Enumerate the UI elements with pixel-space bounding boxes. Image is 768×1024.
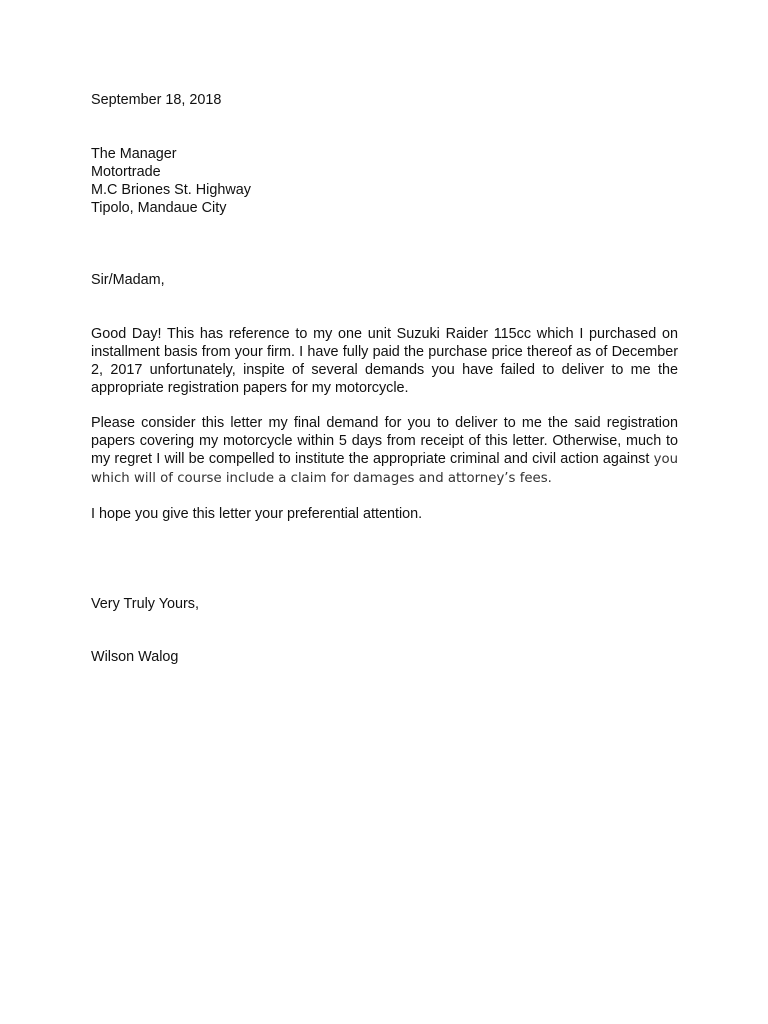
recipient-address [91, 145, 678, 217]
valediction: Very Truly Yours, [91, 596, 199, 612]
letter-date: September 18, 2018 [91, 92, 222, 108]
recipient-city: Tipolo, Mandaue City [91, 200, 227, 216]
paragraph-demand [91, 414, 678, 488]
signatory-name: Wilson Walog [91, 649, 179, 665]
letter-body [91, 91, 678, 666]
paragraph-reference: Good Day! This has reference to my one unit Suzuki Raider 115cc which I purchased on installment basis from your firm. I have fully paid the purchase price thereof as of December 2, 2017 unfortunately, inspite of several demands you have failed to deliver to me the appropriate registration papers for my motorcycle. [91, 326, 678, 396]
recipient-street: M.C Briones St. Highway [91, 182, 251, 198]
paragraph-demand-main: Please consider this letter my final demand for you to deliver to me the said registration papers covering my motorcycle within 5 days from receipt of this letter. Otherwise, much to my regret I will be compelled to institute the appropriate criminal and civil action against [91, 415, 678, 467]
paragraph-demand-tail: you which will of course include a claim for damages and attorney’s fees. [91, 452, 679, 486]
paragraph-closing: I hope you give this letter your preferential attention. [91, 506, 423, 522]
recipient-company: Motortrade [91, 164, 161, 180]
recipient-title: The Manager [91, 146, 177, 162]
salutation: Sir/Madam, [91, 272, 165, 288]
